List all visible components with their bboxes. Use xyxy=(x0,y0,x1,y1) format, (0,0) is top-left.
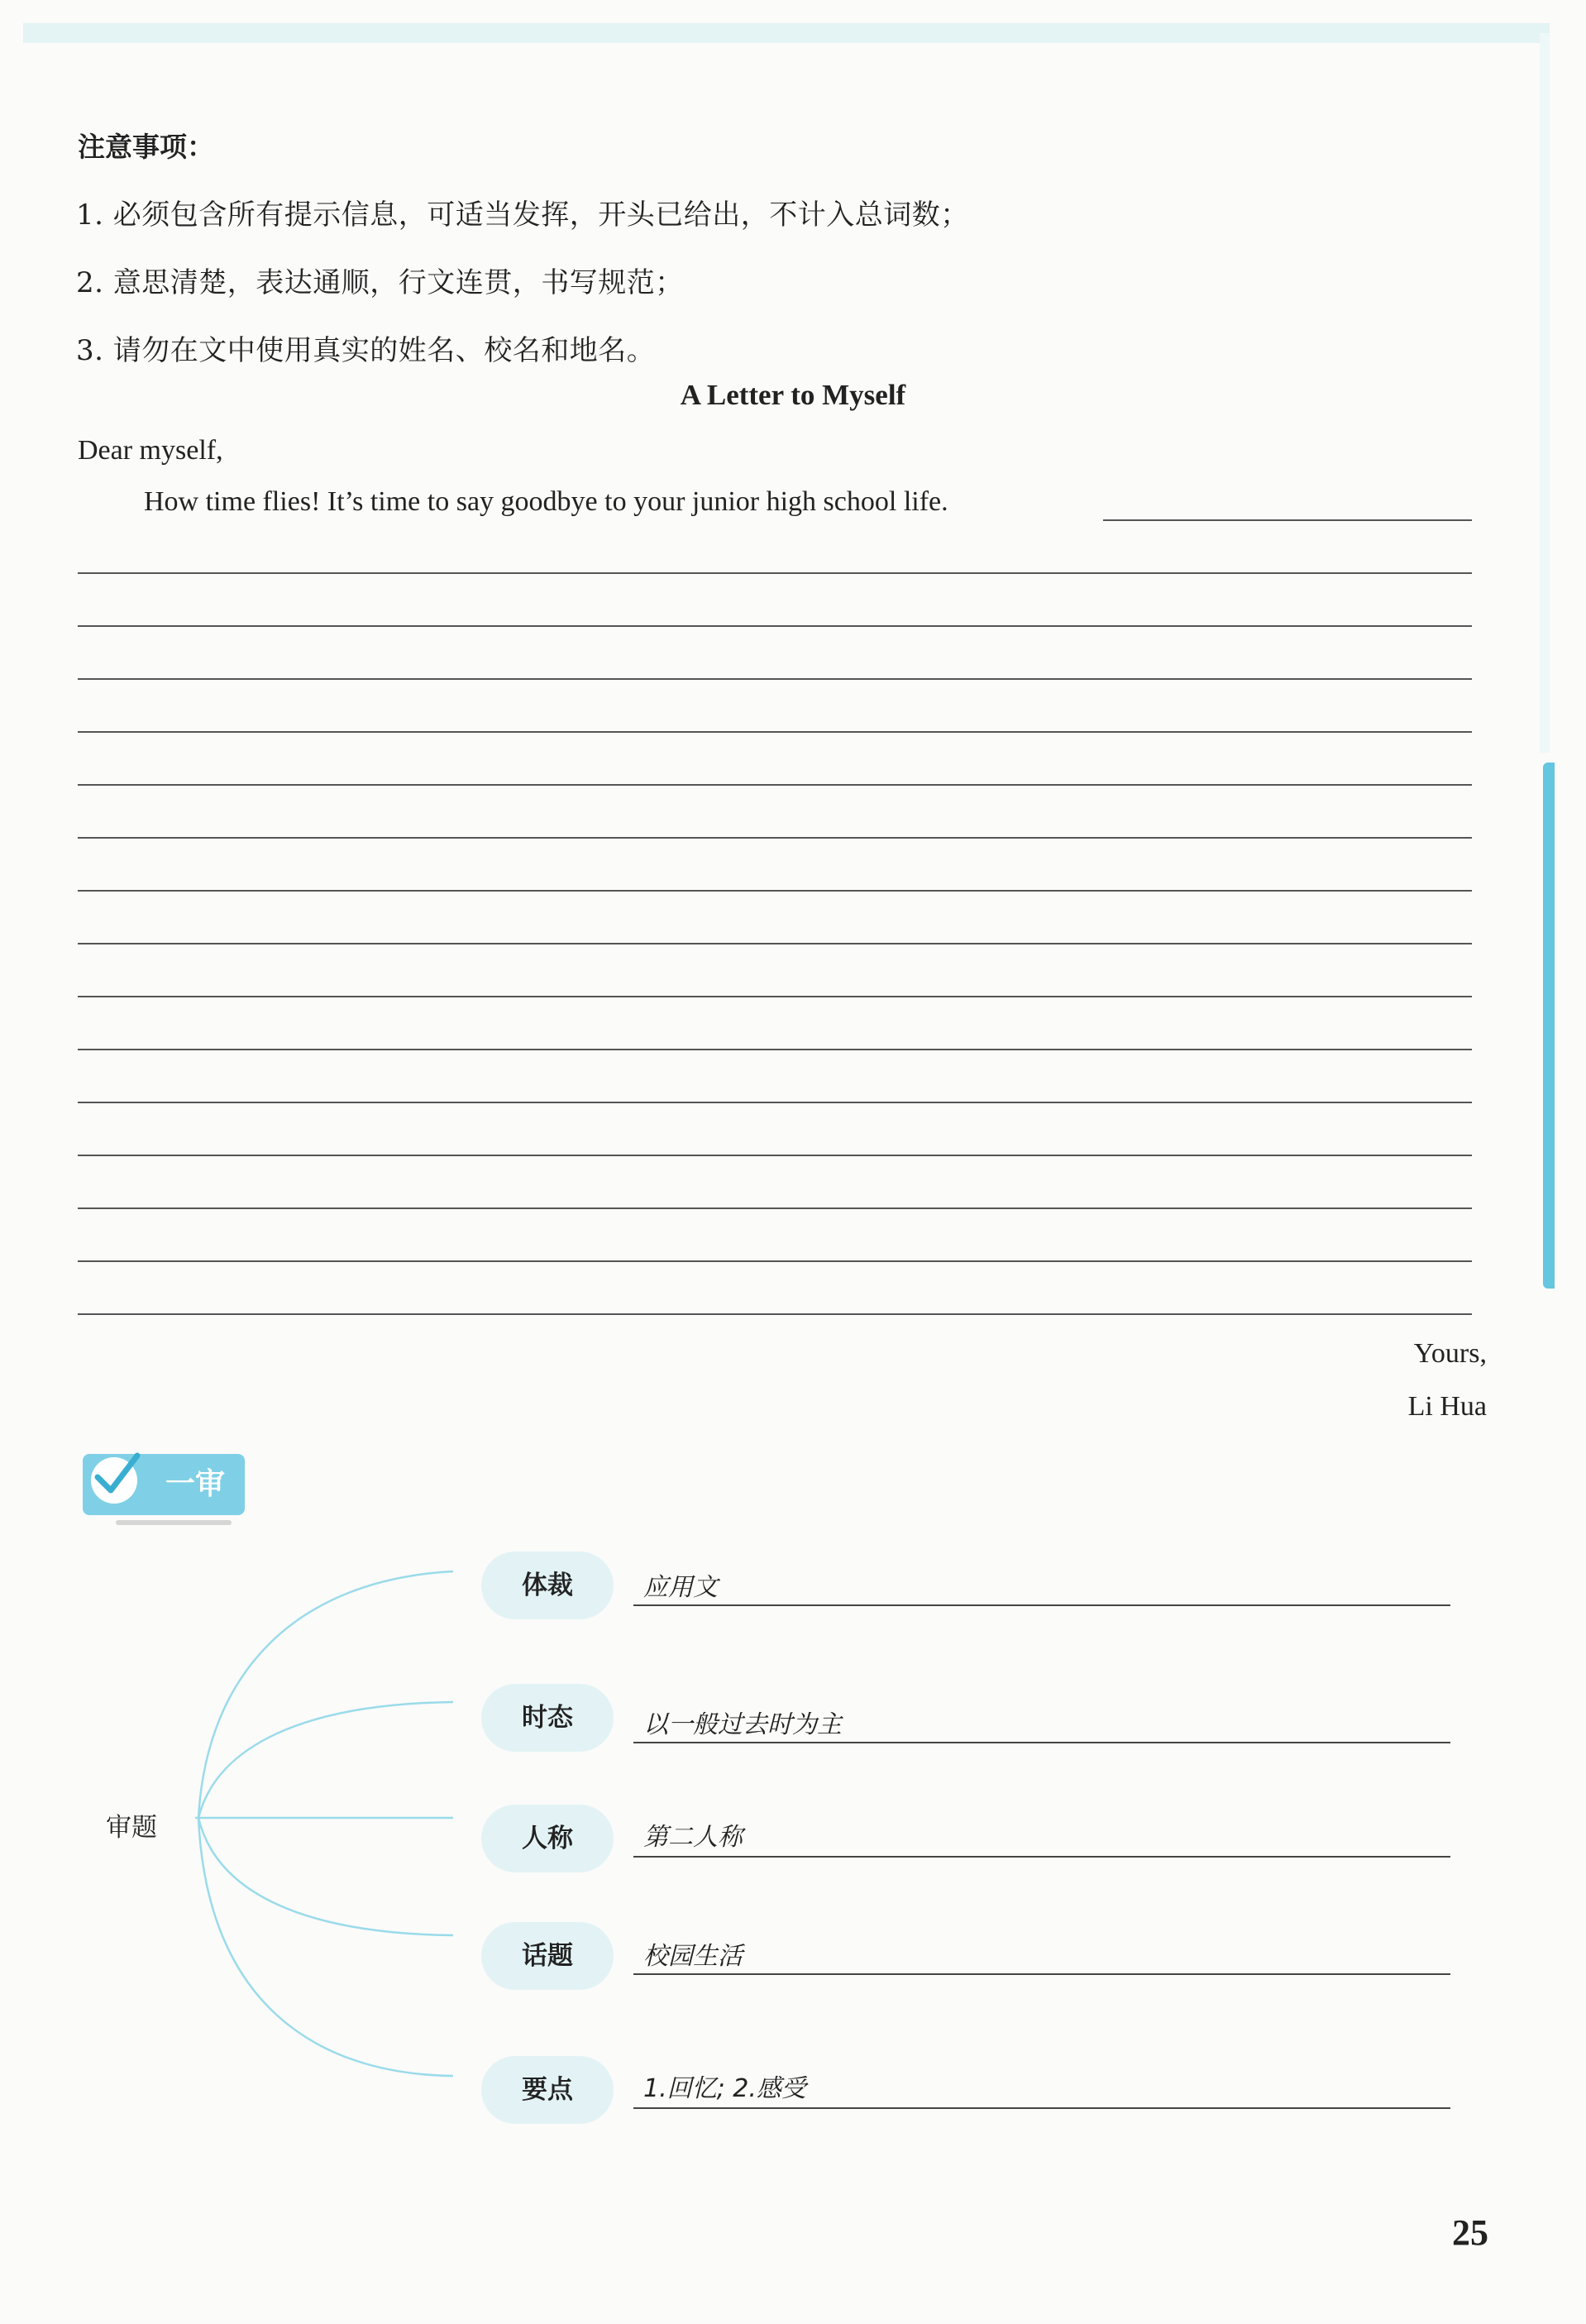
node-topic: 话题 xyxy=(481,1922,614,1990)
letter-salutation: Dear myself, xyxy=(78,435,223,466)
note-item-2: 2. 意思清楚，表达通顺，行文连贯，书写规范； xyxy=(76,266,684,299)
notes-title: 注意事项： xyxy=(78,131,214,163)
node-person: 人称 xyxy=(481,1805,614,1872)
answer-person: 第二人称 xyxy=(643,1823,743,1852)
letter-closing: Yours, xyxy=(1413,1338,1487,1369)
letter-opening-sentence: How time flies! It’s time to say goodbye to your junior high school life. xyxy=(144,486,948,517)
page-number: 25 xyxy=(1452,2212,1488,2253)
note-item-3: 3. 请勿在文中使用真实的姓名、校名和地名。 xyxy=(76,334,656,367)
answer-tense: 以一般过去时为主 xyxy=(643,1710,842,1739)
answer-key-points: 1.回忆; 2.感受 xyxy=(643,2074,806,2103)
answer-line[interactable] xyxy=(633,1742,1450,1743)
answer-line[interactable] xyxy=(633,2107,1450,2109)
letter-title: A Letter to Myself xyxy=(680,379,906,411)
answer-line[interactable] xyxy=(633,1856,1450,1858)
answer-line[interactable] xyxy=(633,1973,1450,1975)
mind-map-root: 审题 xyxy=(106,1813,157,1843)
letter-signature: Li Hua xyxy=(1407,1391,1487,1422)
answer-topic: 校园生活 xyxy=(643,1942,743,1971)
answer-genre: 应用文 xyxy=(643,1573,718,1602)
node-key-points: 要点 xyxy=(481,2056,614,2124)
node-genre: 体裁 xyxy=(481,1552,614,1619)
badge-label: 一审 xyxy=(165,1467,225,1501)
answer-line[interactable] xyxy=(633,1604,1450,1606)
node-tense: 时态 xyxy=(481,1684,614,1752)
note-item-1: 1. 必须包含所有提示信息，可适当发挥，开头已给出，不计入总词数； xyxy=(76,198,969,232)
